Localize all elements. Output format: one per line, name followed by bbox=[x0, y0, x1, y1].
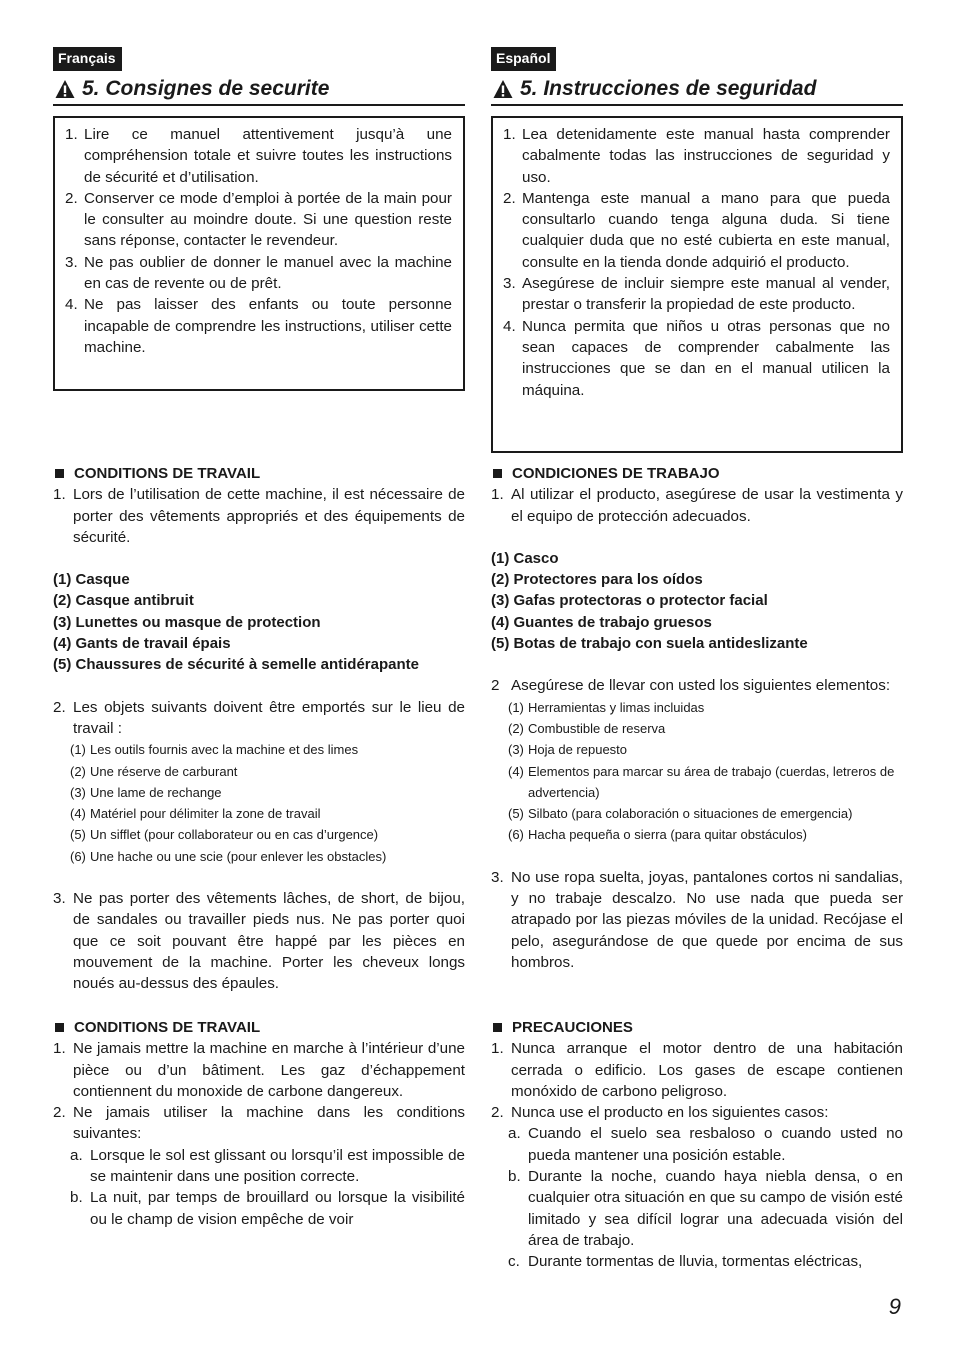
list-item: 1. Lors de l’utilisation de cette machine, il est nécessaire de porter des vêtements appropriés et des équipements de sécurité. bbox=[53, 486, 465, 546]
section-title-french bbox=[53, 76, 465, 106]
bullet-square-icon bbox=[493, 1023, 502, 1032]
equipment-list bbox=[53, 569, 465, 675]
list-item: 2. Ne jamais utiliser la machine dans les conditions suivantes: bbox=[53, 1104, 465, 1143]
list-item: b. La nuit, par temps de brouillard ou lorsque la visibilité ou le champ de vision empêche de voir bbox=[70, 1189, 465, 1228]
section-heading: CONDITIONS DE TRAVAIL bbox=[53, 1017, 465, 1038]
objects-list bbox=[491, 697, 903, 846]
list-item: (2) Une réserve de carburant bbox=[70, 763, 238, 779]
list-item: (1) Casco bbox=[491, 549, 559, 567]
list-item: c. Durante tormentas de lluvia, tormentas eléctricas, bbox=[508, 1253, 863, 1271]
list-item: 3. Ne pas porter des vêtements lâches, de short, de bijou, de sandales ou travailler pieds nus. Ne pas porter quoi que ce soit pouvant être happé par les pièces en mouvement de la machine. Porter les cheveux longs noués au-dessus des épaules. bbox=[53, 890, 465, 993]
list-item: 2. Conserver ce mode d’emploi à portée de la main pour le consulter au moindre doute. Si une question reste sans réponse, contacter le revendeur. bbox=[65, 189, 452, 250]
list-item: 2 Asegúrese de llevar con usted los siguientes elementos: bbox=[491, 677, 891, 695]
safety-notice-box bbox=[491, 116, 903, 453]
title-text: 5. Instrucciones de seguridad bbox=[520, 77, 817, 100]
section-heading: CONDICIONES DE TRABAJO bbox=[491, 463, 903, 484]
working-conditions-section bbox=[491, 463, 903, 973]
list-item: 3. No use ropa suelta, joyas, pantalones cortos ni sandalias, y no trabaje descalzo. No use nada que pueda ser atrapado por las piezas móviles de la unidad. Recójase el pelo, asegurándose de que quede por encima de sus hombros. bbox=[491, 868, 903, 971]
list-item: 1. Ne jamais mettre la machine en marche à l’intérieur d’une pièce ou d’un bâtiment. Les gaz d’échappement contiennent du monoxide de carbone dangereux. bbox=[53, 1040, 465, 1100]
list-item: (5) Botas de trabajo con suela antideslizante bbox=[491, 635, 808, 653]
list-item: (4) Elementos para marcar su área de trabajo (cuerdas, letreros de advertencia) bbox=[508, 763, 895, 800]
list-item: (3) Hoja de repuesto bbox=[508, 742, 628, 758]
list-item: (3) Une lame de rechange bbox=[70, 784, 222, 800]
list-item: (4) Gants de travail épais bbox=[53, 635, 231, 653]
list-item: (2) Protectores para los oídos bbox=[491, 571, 703, 589]
list-item: (1) Herramientas y limas incluidas bbox=[508, 699, 705, 715]
list-item: (1) Casque bbox=[53, 571, 130, 589]
bullet-square-icon bbox=[493, 469, 502, 478]
list-item: (6) Une hache ou une scie (pour enlever les obstacles) bbox=[70, 848, 387, 864]
list-item: (5) Un sifflet (pour collaborateur ou en cas d’urgence) bbox=[70, 827, 379, 843]
bullet-square-icon bbox=[55, 1023, 64, 1032]
bullet-square-icon bbox=[55, 469, 64, 478]
section-heading: CONDITIONS DE TRAVAIL bbox=[53, 463, 465, 484]
list-item: (2) Combustible de reserva bbox=[508, 720, 666, 736]
page-number: 9 bbox=[888, 1294, 901, 1319]
list-item: a. Cuando el suelo sea resbaloso o cuando usted no pueda mantener una posición estable. bbox=[508, 1125, 903, 1164]
working-conditions-section-2 bbox=[53, 1017, 465, 1230]
list-item: b. Durante la noche, cuando haya niebla densa, o en cualquier otra situación en que su campo de visión esté limitado y sea difícil lograr una adecuada visión del área de trabajo. bbox=[508, 1168, 903, 1249]
list-item: (5) Chaussures de sécurité à semelle antidérapante bbox=[53, 656, 419, 674]
list-item: (4) Guantes de trabajo gruesos bbox=[491, 613, 712, 631]
objects-list bbox=[53, 739, 465, 867]
list-item: (4) Matériel pour délimiter la zone de travail bbox=[70, 806, 321, 822]
list-item: 2. Mantenga este manual a mano para que pueda consultarlo cuando tenga alguna duda. Si tiene cualquier duda que no esté cubierta en este manual, consulte en la tienda donde adquirió el producto. bbox=[503, 189, 890, 271]
list-item: 1. Al utilizar el producto, asegúrese de usar la vestimenta y el equipo de protección adecuados. bbox=[491, 486, 903, 525]
list-item: (5) Silbato (para colaboración o situaciones de emergencia) bbox=[508, 806, 853, 822]
list-item: (2) Casque antibruit bbox=[53, 592, 194, 610]
list-item: 3. Asegúrese de incluir siempre este manual al vender, prestar o transferir la propiedad de este producto. bbox=[503, 275, 890, 314]
title-text: 5. Consignes de securite bbox=[82, 77, 330, 100]
section-heading: PRECAUCIONES bbox=[491, 1017, 903, 1038]
equipment-list bbox=[491, 548, 903, 654]
list-item: 2. Les objets suivants doivent être emportés sur le lieu de travail : bbox=[53, 698, 465, 737]
list-item: 4. Ne pas laisser des enfants ou toute personne incapable de comprendre les instructions, utiliser cette machine. bbox=[65, 296, 452, 356]
precautions-section bbox=[491, 1017, 903, 1273]
list-item: 1. Lire ce manuel attentivement jusqu’à une compréhension totale et suivre toutes les instructions de sécurité et d’utilisation. bbox=[65, 126, 452, 186]
list-item: (1) Les outils fournis avec la machine et des limes bbox=[70, 742, 359, 758]
list-item: 4. Nunca permita que niños u otras personas que no sean capaces de comprender cabalmente las instrucciones que se dan en el manual utilicen la máquina. bbox=[503, 317, 890, 399]
safety-notice-box bbox=[53, 116, 465, 391]
list-item: 1. Lea detenidamente este manual hasta comprender cabalmente todas las instrucciones de seguridad y uso. bbox=[503, 126, 890, 186]
list-item: 1. Nunca arranque el motor dentro de una habitación cerrada o edificio. Los gases de escape contienen monóxido de carbono peligroso. bbox=[491, 1040, 903, 1100]
language-tag-spanish: Español bbox=[491, 47, 556, 71]
list-item: (6) Hacha pequeña o sierra (para quitar obstáculos) bbox=[508, 827, 807, 843]
language-tag-french: Français bbox=[53, 47, 122, 71]
warning-triangle-icon bbox=[55, 79, 75, 99]
list-item: 3. Ne pas oublier de donner le manuel avec la machine en cas de revente ou de prêt. bbox=[65, 253, 452, 293]
list-item: 2. Nunca use el producto en los siguientes casos: bbox=[491, 1104, 829, 1122]
list-item: (3) Lunettes ou masque de protection bbox=[53, 613, 321, 631]
warning-triangle-icon bbox=[493, 79, 513, 99]
list-item: (3) Gafas protectoras o protector facial bbox=[491, 592, 768, 610]
working-conditions-section bbox=[53, 463, 465, 995]
section-title-spanish bbox=[491, 76, 903, 106]
list-item: a. Lorsque le sol est glissant ou lorsqu’il est impossible de se maintenir dans une position correcte. bbox=[70, 1146, 465, 1186]
